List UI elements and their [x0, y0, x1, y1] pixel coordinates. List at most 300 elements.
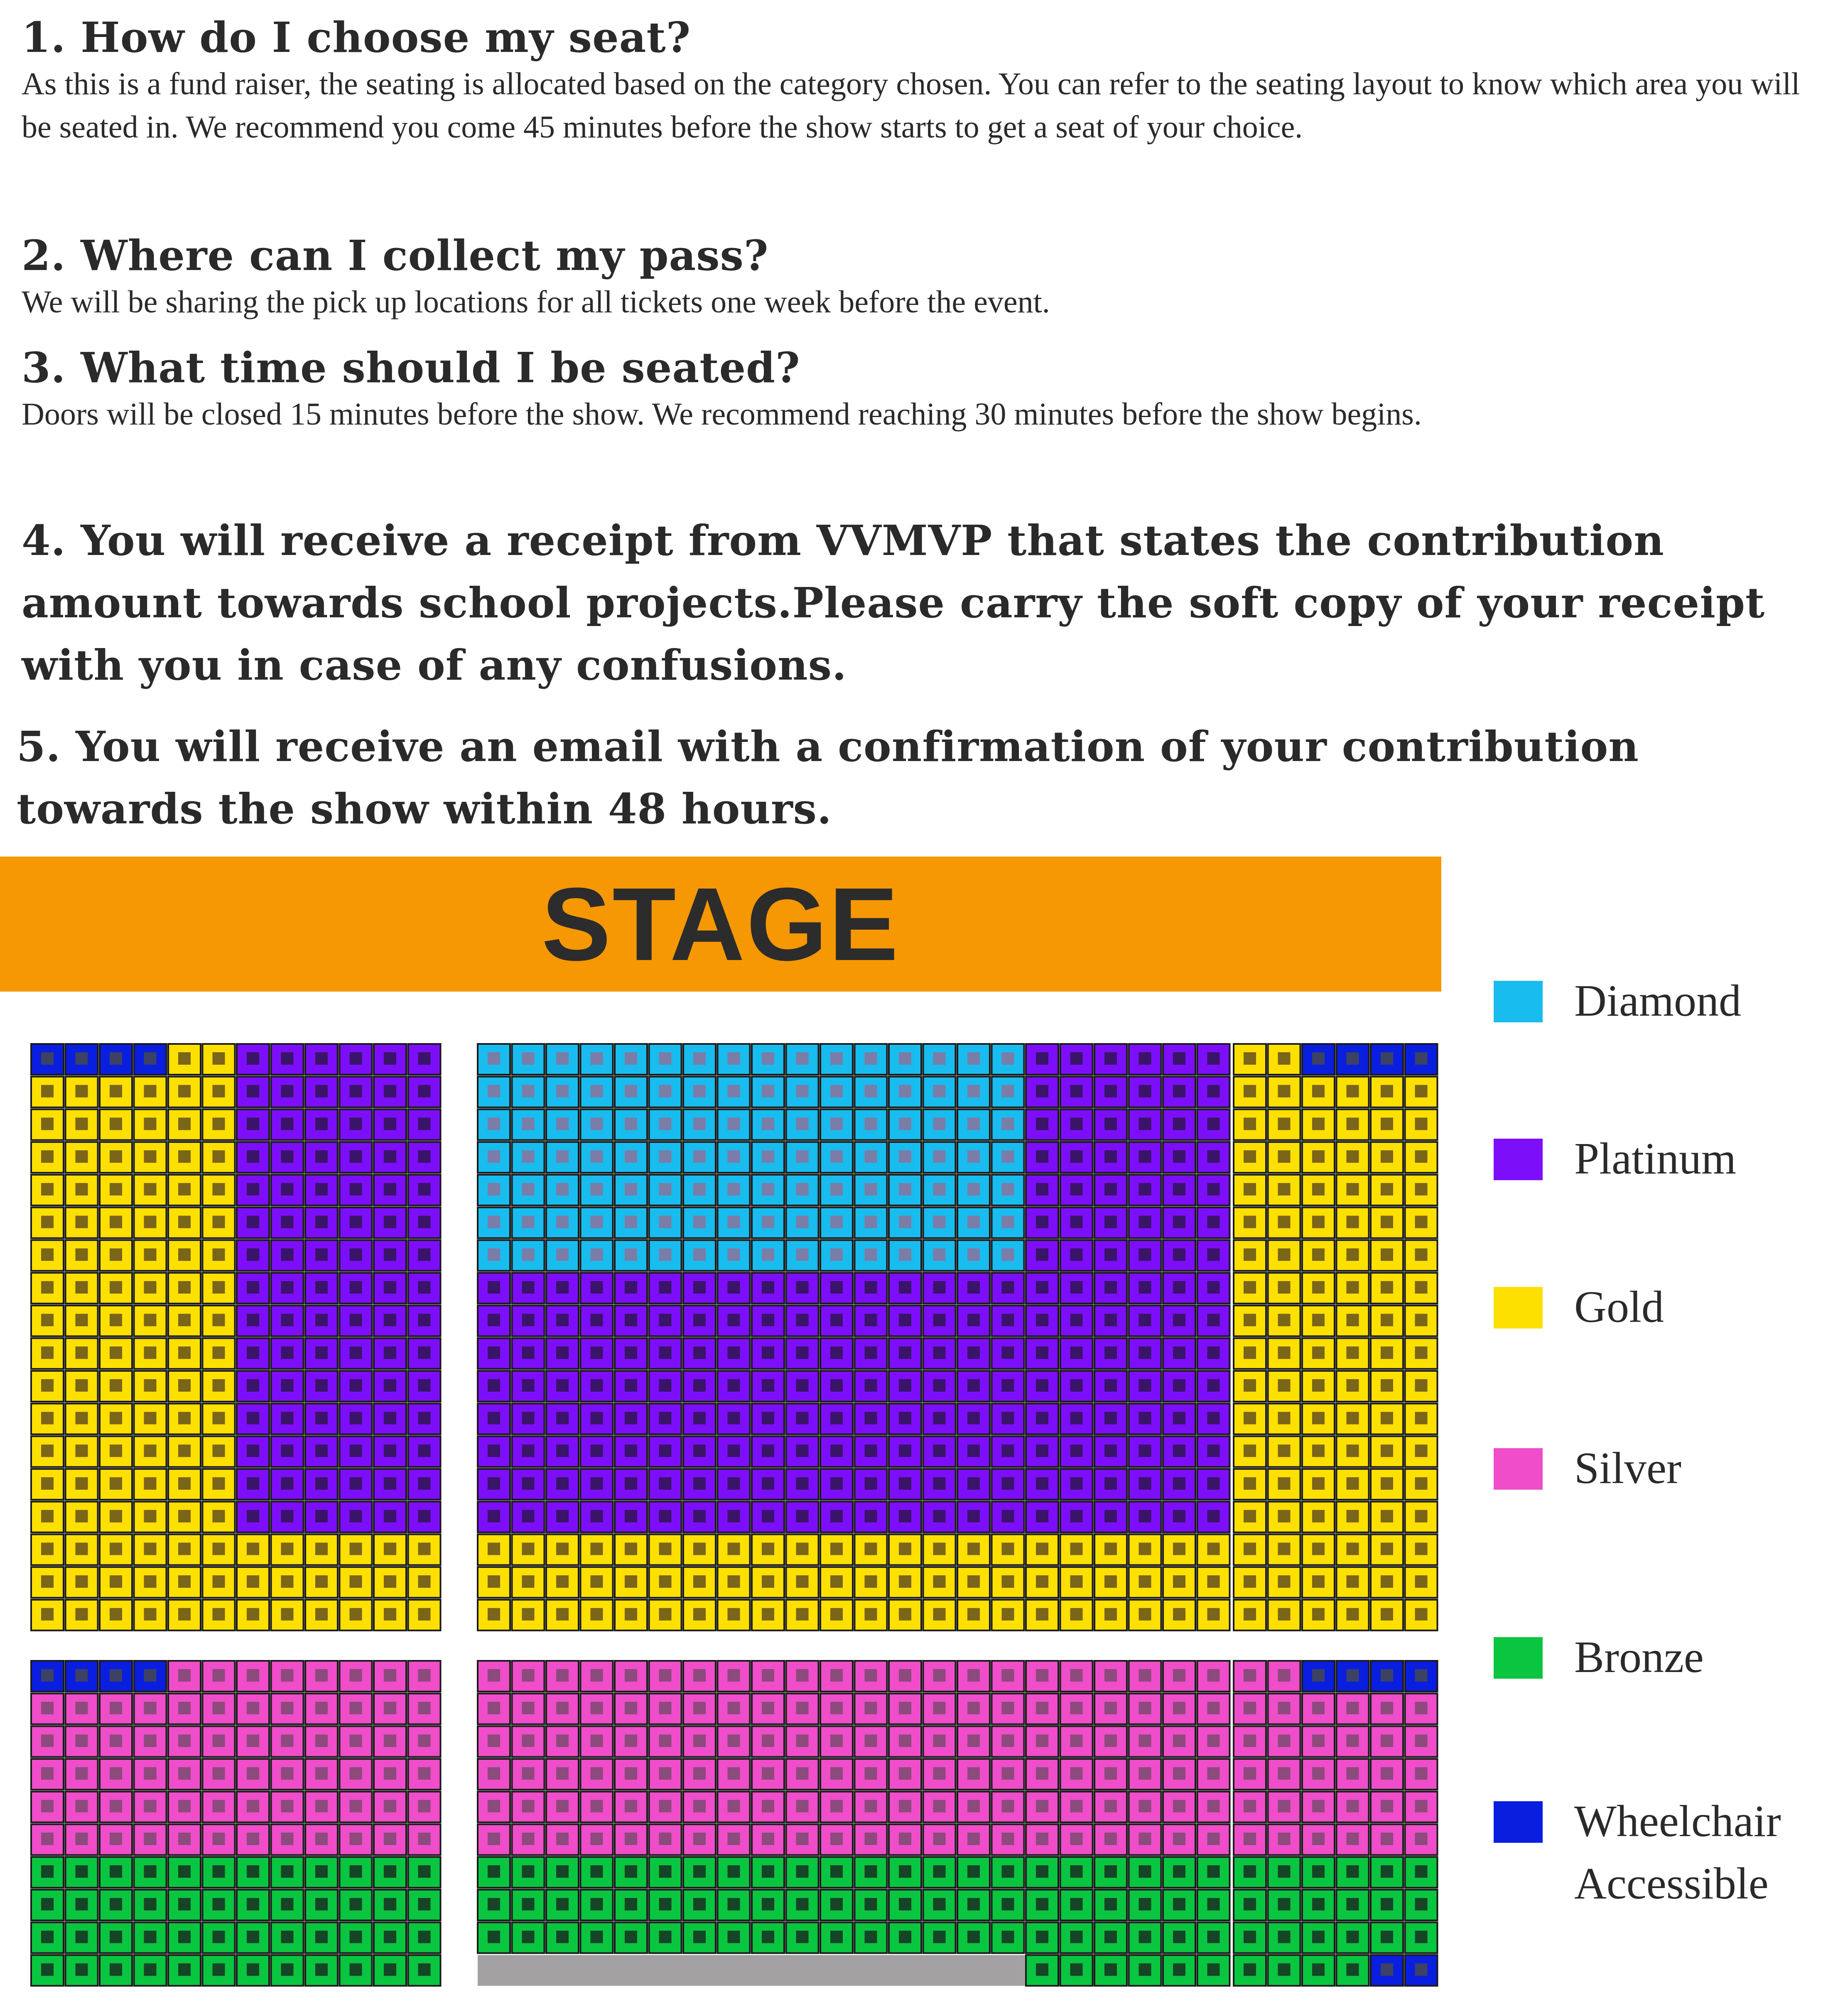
seat-platinum[interactable] — [615, 1338, 647, 1369]
seat-platinum[interactable] — [1197, 1077, 1230, 1107]
seat-gold[interactable] — [134, 1338, 167, 1369]
seat-wheelchair-accessible[interactable] — [1405, 1661, 1438, 1692]
seat-platinum[interactable] — [718, 1404, 750, 1434]
seat-bronze[interactable] — [1163, 1890, 1195, 1920]
seat-platinum[interactable] — [718, 1338, 750, 1369]
seat-silver[interactable] — [340, 1759, 372, 1790]
seat-gold[interactable] — [1337, 1273, 1369, 1304]
seat-gold[interactable] — [203, 1567, 235, 1598]
seat-bronze[interactable] — [100, 1955, 132, 1986]
seat-gold[interactable] — [134, 1535, 167, 1565]
seat-silver[interactable] — [66, 1759, 98, 1790]
seat-gold[interactable] — [1337, 1208, 1369, 1238]
seat-silver[interactable] — [1094, 1661, 1127, 1692]
seat-platinum[interactable] — [1026, 1371, 1058, 1402]
seat-platinum[interactable] — [408, 1469, 441, 1500]
seat-silver[interactable] — [1268, 1759, 1301, 1790]
seat-platinum[interactable] — [1129, 1077, 1161, 1107]
seat-platinum[interactable] — [718, 1436, 750, 1467]
seat-gold[interactable] — [168, 1404, 201, 1434]
seat-gold[interactable] — [855, 1567, 887, 1598]
seat-platinum[interactable] — [478, 1436, 510, 1467]
seat-gold[interactable] — [203, 1208, 235, 1238]
seat-gold[interactable] — [203, 1502, 235, 1532]
seat-gold[interactable] — [66, 1175, 98, 1206]
seat-gold[interactable] — [855, 1535, 887, 1565]
seat-gold[interactable] — [683, 1600, 716, 1630]
seat-bronze[interactable] — [889, 1923, 921, 1953]
seat-gold[interactable] — [271, 1535, 304, 1565]
seat-platinum[interactable] — [546, 1338, 579, 1369]
seat-gold[interactable] — [168, 1077, 201, 1107]
seat-gold[interactable] — [1197, 1535, 1230, 1565]
seat-gold[interactable] — [546, 1535, 579, 1565]
seat-diamond[interactable] — [615, 1044, 647, 1075]
seat-gold[interactable] — [1405, 1175, 1438, 1206]
seat-platinum[interactable] — [683, 1502, 716, 1532]
seat-gold[interactable] — [134, 1436, 167, 1467]
seat-gold[interactable] — [786, 1535, 819, 1565]
seat-platinum[interactable] — [683, 1273, 716, 1304]
seat-bronze[interactable] — [305, 1890, 338, 1920]
seat-gold[interactable] — [203, 1175, 235, 1206]
seat-diamond[interactable] — [786, 1044, 819, 1075]
seat-platinum[interactable] — [992, 1273, 1024, 1304]
seat-silver[interactable] — [718, 1759, 750, 1790]
seat-silver[interactable] — [1094, 1694, 1127, 1724]
seat-gold[interactable] — [340, 1535, 372, 1565]
seat-gold[interactable] — [1337, 1535, 1369, 1565]
seat-diamond[interactable] — [718, 1109, 750, 1140]
seat-platinum[interactable] — [649, 1436, 682, 1467]
seat-gold[interactable] — [134, 1208, 167, 1238]
seat-gold[interactable] — [1163, 1600, 1195, 1630]
seat-diamond[interactable] — [512, 1208, 545, 1238]
seat-silver[interactable] — [855, 1694, 887, 1724]
seat-gold[interactable] — [66, 1338, 98, 1369]
seat-platinum[interactable] — [1129, 1142, 1161, 1173]
seat-diamond[interactable] — [718, 1175, 750, 1206]
seat-platinum[interactable] — [1163, 1208, 1195, 1238]
seat-silver[interactable] — [1268, 1661, 1301, 1692]
seat-diamond[interactable] — [752, 1240, 784, 1271]
seat-diamond[interactable] — [546, 1208, 579, 1238]
seat-silver[interactable] — [305, 1661, 338, 1692]
seat-bronze[interactable] — [100, 1923, 132, 1953]
seat-gold[interactable] — [512, 1535, 545, 1565]
seat-platinum[interactable] — [752, 1306, 784, 1336]
seat-bronze[interactable] — [1405, 1857, 1438, 1888]
seat-bronze[interactable] — [340, 1923, 372, 1953]
seat-silver[interactable] — [340, 1726, 372, 1757]
seat-gold[interactable] — [1197, 1567, 1230, 1598]
seat-silver[interactable] — [615, 1824, 647, 1855]
seat-bronze[interactable] — [66, 1923, 98, 1953]
seat-gold[interactable] — [1405, 1306, 1438, 1336]
seat-platinum[interactable] — [923, 1371, 956, 1402]
seat-bronze[interactable] — [1197, 1857, 1230, 1888]
seat-silver[interactable] — [1268, 1792, 1301, 1822]
seat-platinum[interactable] — [271, 1469, 304, 1500]
seat-platinum[interactable] — [923, 1338, 956, 1369]
seat-diamond[interactable] — [923, 1175, 956, 1206]
seat-silver[interactable] — [683, 1792, 716, 1822]
seat-silver[interactable] — [581, 1759, 613, 1790]
seat-platinum[interactable] — [374, 1502, 406, 1532]
seat-platinum[interactable] — [1129, 1436, 1161, 1467]
seat-platinum[interactable] — [855, 1404, 887, 1434]
seat-platinum[interactable] — [271, 1338, 304, 1369]
seat-platinum[interactable] — [957, 1502, 990, 1532]
seat-gold[interactable] — [100, 1109, 132, 1140]
seat-platinum[interactable] — [957, 1371, 990, 1402]
seat-silver[interactable] — [408, 1726, 441, 1757]
seat-platinum[interactable] — [374, 1077, 406, 1107]
seat-platinum[interactable] — [1163, 1436, 1195, 1467]
seat-platinum[interactable] — [374, 1469, 406, 1500]
seat-bronze[interactable] — [1163, 1955, 1195, 1986]
seat-platinum[interactable] — [305, 1240, 338, 1271]
seat-gold[interactable] — [1337, 1502, 1369, 1532]
seat-platinum[interactable] — [340, 1306, 372, 1336]
seat-gold[interactable] — [1268, 1502, 1301, 1532]
seat-silver[interactable] — [134, 1824, 167, 1855]
seat-bronze[interactable] — [374, 1923, 406, 1953]
seat-gold[interactable] — [66, 1469, 98, 1500]
seat-gold[interactable] — [66, 1306, 98, 1336]
seat-gold[interactable] — [1060, 1567, 1093, 1598]
seat-platinum[interactable] — [340, 1240, 372, 1271]
seat-gold[interactable] — [168, 1175, 201, 1206]
seat-bronze[interactable] — [752, 1923, 784, 1953]
seat-silver[interactable] — [168, 1759, 201, 1790]
seat-diamond[interactable] — [683, 1142, 716, 1173]
seat-gold[interactable] — [957, 1600, 990, 1630]
seat-bronze[interactable] — [100, 1890, 132, 1920]
seat-silver[interactable] — [134, 1792, 167, 1822]
seat-diamond[interactable] — [889, 1044, 921, 1075]
seat-silver[interactable] — [1405, 1726, 1438, 1757]
seat-gold[interactable] — [1234, 1175, 1266, 1206]
seat-gold[interactable] — [271, 1600, 304, 1630]
seat-platinum[interactable] — [237, 1109, 269, 1140]
seat-gold[interactable] — [1302, 1436, 1335, 1467]
seat-bronze[interactable] — [340, 1955, 372, 1986]
seat-diamond[interactable] — [581, 1044, 613, 1075]
seat-silver[interactable] — [168, 1661, 201, 1692]
seat-silver[interactable] — [649, 1661, 682, 1692]
seat-diamond[interactable] — [649, 1208, 682, 1238]
seat-silver[interactable] — [203, 1661, 235, 1692]
seat-gold[interactable] — [168, 1502, 201, 1532]
seat-platinum[interactable] — [1060, 1142, 1093, 1173]
seat-diamond[interactable] — [820, 1044, 853, 1075]
seat-platinum[interactable] — [752, 1404, 784, 1434]
seat-gold[interactable] — [203, 1600, 235, 1630]
seat-gold[interactable] — [134, 1404, 167, 1434]
seat-platinum[interactable] — [340, 1502, 372, 1532]
seat-gold[interactable] — [134, 1240, 167, 1271]
seat-platinum[interactable] — [1163, 1273, 1195, 1304]
seat-bronze[interactable] — [1060, 1890, 1093, 1920]
seat-silver[interactable] — [752, 1759, 784, 1790]
seat-gold[interactable] — [134, 1142, 167, 1173]
seat-silver[interactable] — [168, 1726, 201, 1757]
seat-silver[interactable] — [683, 1726, 716, 1757]
seat-gold[interactable] — [134, 1600, 167, 1630]
seat-gold[interactable] — [1405, 1436, 1438, 1467]
seat-diamond[interactable] — [820, 1175, 853, 1206]
seat-diamond[interactable] — [649, 1175, 682, 1206]
seat-platinum[interactable] — [1197, 1240, 1230, 1271]
seat-silver[interactable] — [546, 1694, 579, 1724]
seat-silver[interactable] — [237, 1824, 269, 1855]
seat-gold[interactable] — [31, 1338, 64, 1369]
seat-gold[interactable] — [134, 1502, 167, 1532]
seat-silver[interactable] — [855, 1792, 887, 1822]
seat-platinum[interactable] — [1163, 1240, 1195, 1271]
seat-silver[interactable] — [1197, 1759, 1230, 1790]
seat-bronze[interactable] — [1197, 1955, 1230, 1986]
seat-bronze[interactable] — [1163, 1857, 1195, 1888]
seat-silver[interactable] — [957, 1661, 990, 1692]
seat-platinum[interactable] — [1129, 1306, 1161, 1336]
seat-platinum[interactable] — [1094, 1208, 1127, 1238]
seat-silver[interactable] — [271, 1792, 304, 1822]
seat-platinum[interactable] — [718, 1502, 750, 1532]
seat-diamond[interactable] — [957, 1109, 990, 1140]
seat-gold[interactable] — [992, 1535, 1024, 1565]
seat-diamond[interactable] — [512, 1109, 545, 1140]
seat-bronze[interactable] — [992, 1857, 1024, 1888]
seat-bronze[interactable] — [1337, 1857, 1369, 1888]
seat-silver[interactable] — [1234, 1824, 1266, 1855]
seat-diamond[interactable] — [752, 1077, 784, 1107]
seat-silver[interactable] — [66, 1824, 98, 1855]
seat-platinum[interactable] — [786, 1273, 819, 1304]
seat-gold[interactable] — [820, 1567, 853, 1598]
seat-gold[interactable] — [718, 1600, 750, 1630]
seat-gold[interactable] — [1405, 1273, 1438, 1304]
seat-silver[interactable] — [340, 1792, 372, 1822]
seat-silver[interactable] — [889, 1759, 921, 1790]
seat-gold[interactable] — [100, 1077, 132, 1107]
seat-silver[interactable] — [992, 1824, 1024, 1855]
seat-silver[interactable] — [718, 1792, 750, 1822]
seat-silver[interactable] — [855, 1726, 887, 1757]
seat-silver[interactable] — [478, 1824, 510, 1855]
seat-platinum[interactable] — [718, 1273, 750, 1304]
seat-gold[interactable] — [1234, 1502, 1266, 1532]
seat-gold[interactable] — [1197, 1600, 1230, 1630]
seat-gold[interactable] — [581, 1600, 613, 1630]
seat-platinum[interactable] — [408, 1404, 441, 1434]
seat-silver[interactable] — [718, 1726, 750, 1757]
seat-bronze[interactable] — [923, 1857, 956, 1888]
seat-bronze[interactable] — [1268, 1955, 1301, 1986]
seat-wheelchair-accessible[interactable] — [134, 1044, 167, 1075]
seat-platinum[interactable] — [374, 1175, 406, 1206]
seat-silver[interactable] — [1129, 1792, 1161, 1822]
seat-platinum[interactable] — [374, 1044, 406, 1075]
seat-bronze[interactable] — [512, 1923, 545, 1953]
seat-silver[interactable] — [134, 1726, 167, 1757]
seat-gold[interactable] — [1268, 1338, 1301, 1369]
seat-gold[interactable] — [1234, 1044, 1266, 1075]
seat-gold[interactable] — [1129, 1567, 1161, 1598]
seat-silver[interactable] — [271, 1759, 304, 1790]
seat-silver[interactable] — [581, 1661, 613, 1692]
seat-platinum[interactable] — [1026, 1338, 1058, 1369]
seat-bronze[interactable] — [1302, 1890, 1335, 1920]
seat-platinum[interactable] — [408, 1208, 441, 1238]
seat-platinum[interactable] — [581, 1469, 613, 1500]
seat-silver[interactable] — [615, 1694, 647, 1724]
seat-diamond[interactable] — [855, 1208, 887, 1238]
seat-silver[interactable] — [1302, 1694, 1335, 1724]
seat-silver[interactable] — [855, 1759, 887, 1790]
seat-gold[interactable] — [1337, 1109, 1369, 1140]
seat-silver[interactable] — [237, 1759, 269, 1790]
seat-platinum[interactable] — [305, 1044, 338, 1075]
seat-diamond[interactable] — [581, 1175, 613, 1206]
seat-gold[interactable] — [168, 1208, 201, 1238]
seat-gold[interactable] — [957, 1535, 990, 1565]
seat-bronze[interactable] — [408, 1923, 441, 1953]
seat-gold[interactable] — [66, 1077, 98, 1107]
seat-platinum[interactable] — [957, 1404, 990, 1434]
seat-diamond[interactable] — [478, 1175, 510, 1206]
seat-gold[interactable] — [203, 1240, 235, 1271]
seat-gold[interactable] — [203, 1404, 235, 1434]
seat-wheelchair-accessible[interactable] — [31, 1661, 64, 1692]
seat-silver[interactable] — [615, 1759, 647, 1790]
seat-gold[interactable] — [820, 1600, 853, 1630]
seat-wheelchair-accessible[interactable] — [1371, 1661, 1403, 1692]
seat-silver[interactable] — [786, 1792, 819, 1822]
seat-gold[interactable] — [1337, 1404, 1369, 1434]
seat-diamond[interactable] — [786, 1240, 819, 1271]
seat-platinum[interactable] — [408, 1044, 441, 1075]
seat-platinum[interactable] — [1129, 1404, 1161, 1434]
seat-silver[interactable] — [1337, 1824, 1369, 1855]
seat-gold[interactable] — [1371, 1077, 1403, 1107]
seat-silver[interactable] — [752, 1726, 784, 1757]
seat-platinum[interactable] — [1094, 1338, 1127, 1369]
seat-diamond[interactable] — [855, 1175, 887, 1206]
seat-platinum[interactable] — [408, 1142, 441, 1173]
seat-silver[interactable] — [1094, 1824, 1127, 1855]
seat-gold[interactable] — [134, 1273, 167, 1304]
seat-gold[interactable] — [1371, 1306, 1403, 1336]
seat-platinum[interactable] — [374, 1240, 406, 1271]
seat-silver[interactable] — [1337, 1792, 1369, 1822]
seat-silver[interactable] — [992, 1726, 1024, 1757]
seat-platinum[interactable] — [1026, 1404, 1058, 1434]
seat-gold[interactable] — [168, 1142, 201, 1173]
seat-gold[interactable] — [1234, 1338, 1266, 1369]
seat-silver[interactable] — [374, 1824, 406, 1855]
seat-platinum[interactable] — [957, 1338, 990, 1369]
seat-wheelchair-accessible[interactable] — [1337, 1044, 1369, 1075]
seat-silver[interactable] — [1302, 1792, 1335, 1822]
seat-silver[interactable] — [683, 1759, 716, 1790]
seat-platinum[interactable] — [855, 1273, 887, 1304]
seat-diamond[interactable] — [615, 1208, 647, 1238]
seat-silver[interactable] — [1129, 1824, 1161, 1855]
seat-platinum[interactable] — [478, 1469, 510, 1500]
seat-platinum[interactable] — [305, 1338, 338, 1369]
seat-diamond[interactable] — [957, 1208, 990, 1238]
seat-diamond[interactable] — [855, 1044, 887, 1075]
seat-diamond[interactable] — [889, 1240, 921, 1271]
seat-platinum[interactable] — [889, 1502, 921, 1532]
seat-platinum[interactable] — [1094, 1109, 1127, 1140]
seat-bronze[interactable] — [31, 1857, 64, 1888]
seat-gold[interactable] — [1302, 1371, 1335, 1402]
seat-platinum[interactable] — [271, 1404, 304, 1434]
seat-silver[interactable] — [992, 1792, 1024, 1822]
seat-bronze[interactable] — [855, 1923, 887, 1953]
seat-silver[interactable] — [31, 1792, 64, 1822]
seat-bronze[interactable] — [31, 1955, 64, 1986]
seat-platinum[interactable] — [1094, 1044, 1127, 1075]
seat-platinum[interactable] — [581, 1306, 613, 1336]
seat-gold[interactable] — [1337, 1469, 1369, 1500]
seat-gold[interactable] — [31, 1077, 64, 1107]
seat-silver[interactable] — [546, 1824, 579, 1855]
seat-silver[interactable] — [1129, 1694, 1161, 1724]
seat-bronze[interactable] — [305, 1857, 338, 1888]
seat-gold[interactable] — [1371, 1240, 1403, 1271]
seat-silver[interactable] — [31, 1694, 64, 1724]
seat-diamond[interactable] — [615, 1109, 647, 1140]
seat-platinum[interactable] — [374, 1273, 406, 1304]
seat-gold[interactable] — [31, 1600, 64, 1630]
seat-wheelchair-accessible[interactable] — [66, 1044, 98, 1075]
seat-gold[interactable] — [168, 1306, 201, 1336]
seat-gold[interactable] — [1371, 1404, 1403, 1434]
seat-diamond[interactable] — [683, 1109, 716, 1140]
seat-platinum[interactable] — [478, 1404, 510, 1434]
seat-silver[interactable] — [408, 1694, 441, 1724]
seat-bronze[interactable] — [168, 1857, 201, 1888]
seat-bronze[interactable] — [1337, 1890, 1369, 1920]
seat-platinum[interactable] — [340, 1109, 372, 1140]
seat-platinum[interactable] — [1094, 1404, 1127, 1434]
seat-silver[interactable] — [957, 1792, 990, 1822]
seat-platinum[interactable] — [271, 1502, 304, 1532]
seat-platinum[interactable] — [1163, 1306, 1195, 1336]
seat-bronze[interactable] — [1405, 1890, 1438, 1920]
seat-bronze[interactable] — [1268, 1890, 1301, 1920]
seat-silver[interactable] — [1060, 1824, 1093, 1855]
seat-platinum[interactable] — [718, 1371, 750, 1402]
seat-platinum[interactable] — [237, 1502, 269, 1532]
seat-platinum[interactable] — [237, 1175, 269, 1206]
seat-platinum[interactable] — [237, 1404, 269, 1434]
seat-silver[interactable] — [1163, 1694, 1195, 1724]
seat-gold[interactable] — [66, 1273, 98, 1304]
seat-gold[interactable] — [581, 1535, 613, 1565]
seat-platinum[interactable] — [512, 1469, 545, 1500]
seat-gold[interactable] — [66, 1567, 98, 1598]
seat-diamond[interactable] — [512, 1142, 545, 1173]
seat-gold[interactable] — [100, 1240, 132, 1271]
seat-platinum[interactable] — [1094, 1436, 1127, 1467]
seat-platinum[interactable] — [340, 1436, 372, 1467]
seat-gold[interactable] — [957, 1567, 990, 1598]
